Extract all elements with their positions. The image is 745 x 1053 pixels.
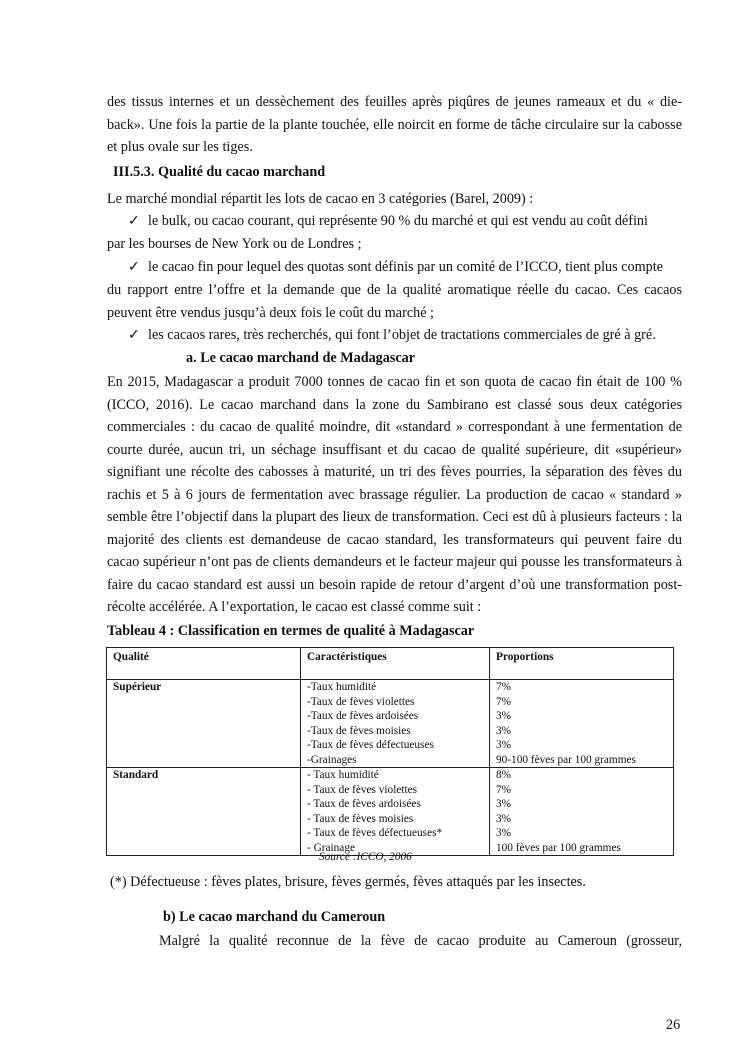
cameroon-paragraph: Malgré la qualité reconnue de la fève de cacao produite au Cameroun (grosseur, [159, 933, 682, 949]
section-heading: III.5.3. Qualité du cacao marchand [113, 164, 326, 180]
checkmark-icon: ✓ [128, 259, 140, 275]
proportions-cell: 8% 7% 3% 3% 3% 100 fèves par 100 grammes [490, 768, 674, 856]
subheading-a: a. Le cacao marchand de Madagascar [186, 350, 416, 366]
quality-cell: Standard [107, 768, 301, 856]
market-intro: Le marché mondial répartit les lots de cacao en 3 catégories (Barel, 2009) : [107, 191, 534, 207]
checkmark-icon: ✓ [128, 327, 140, 343]
bullet-1-continuation: par les bourses de New York ou de Londres ; [107, 236, 362, 252]
bullet-2 [128, 256, 663, 279]
bullet-3 [128, 324, 656, 347]
bullet-1-text: le bulk, ou cacao courant, qui représente 90 % du marché et qui est vendu au coût défini [148, 213, 648, 229]
table-row [107, 768, 674, 856]
intro-paragraph: des tissus internes et un dessèchement des feuilles après piqûres de jeunes rameaux et du « die-back». Une fois la partie de la plante touchée, elle noircit en forme de tâche circulaire sur la cabosse et plus ovale sur les tiges. [107, 94, 682, 155]
madagascar-paragraph: En 2015, Madagascar a produit 7000 tonnes de cacao fin et son quota de cacao fin était de 100 % (ICCO, 2016). Le cacao marchand dans la zone du Sambirano est classé sous deux catégories commerciales : du cacao de qualité moindre, dit «standard » correspondant à une fermentation de courte durée, aucun tri, un séchage insuffisant et du cacao de qualité supérieure, dit «supérieur» signifiant une récolte des cabosses à maturité, un tri des fèves pourries, la séparation des fèves du rachis et 5 à 6 jours de fermentation avec brassage régulier. La production de cacao « standard » semble être l’objectif dans la plupart des lieux de transformation. Ceci est dû à plusieurs facteurs : la majorité des clients est demandeuse de cacao standard, les transformateurs qui peuvent faire du cacao supérieur n’ont pas de clients demandeurs et le facteur majeur qui pousse les transformateurs à faire du cacao standard est aussi un besoin rapide de retour d’argent d’où une transformation post-récolte accélérée. A l’exportation, le cacao est classé comme suit : [107, 374, 682, 615]
bullet-3-text: les cacaos rares, très recherchés, qui font l’objet de tractations commerciales de gré à gré. [148, 327, 656, 343]
bullet-2-text: le cacao fin pour lequel des quotas sont définis par un comité de l’ICCO, tient plus compte [148, 259, 663, 275]
characteristics-cell: -Taux humidité -Taux de fèves violettes -Taux de fèves ardoisées -Taux de fèves moisies -Taux de fèves défectueuses -Grainages [301, 680, 490, 768]
table-source: Source :ICCO, 2006 [319, 851, 412, 863]
subheading-b: b) Le cacao marchand du Cameroun [163, 909, 386, 925]
quality-cell: Supérieur [107, 680, 301, 768]
table-row [107, 680, 674, 768]
proportions-cell: 7% 7% 3% 3% 3% 90-100 fèves par 100 grammes [490, 680, 674, 768]
header-characteristics: Caractéristiques [301, 648, 490, 680]
bullet-2-continuation: du rapport entre l’offre et la demande que de la qualité aromatique réelle du cacao. Ces cacaos peuvent être vendus jusqu’à deux fois le coût du marché ; [107, 282, 682, 321]
footnote: (*) Défectueuse : fèves plates, brisure, fèves germés, fèves attaqués par les insectes. [110, 874, 586, 890]
quality-table [106, 647, 674, 856]
bullet-1 [128, 210, 648, 233]
table-header-row [107, 648, 674, 680]
page-number: 26 [666, 1017, 681, 1033]
header-proportions: Proportions [490, 648, 674, 680]
header-quality: Qualité [107, 648, 301, 680]
checkmark-icon: ✓ [128, 213, 140, 229]
table-caption: Tableau 4 : Classification en termes de qualité à Madagascar [107, 623, 475, 639]
characteristics-cell: - Taux humidité - Taux de fèves violettes - Taux de fèves ardoisées - Taux de fèves moisies - Taux de fèves défectueuses* - Grainage [301, 768, 490, 856]
